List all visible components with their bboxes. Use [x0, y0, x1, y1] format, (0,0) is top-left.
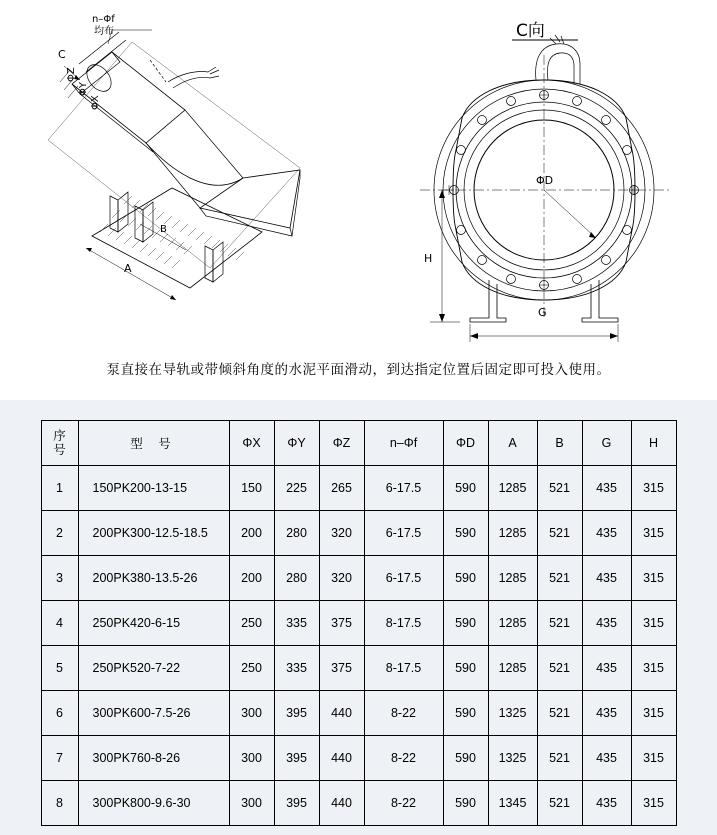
- left-isometric-view: [48, 30, 300, 300]
- label-dim-a: A: [124, 262, 132, 275]
- cell-phi-x: 300: [229, 781, 274, 826]
- table-row: [41, 691, 676, 736]
- cell-phi-x: 150: [229, 466, 274, 511]
- cell-index: 6: [41, 691, 78, 736]
- table-row: [41, 466, 676, 511]
- right-front-view: [420, 35, 672, 342]
- label-dim-h: H: [424, 252, 433, 265]
- cell-h: 315: [631, 646, 676, 691]
- cell-phi-d: 590: [443, 736, 488, 781]
- label-dim-g: G: [538, 306, 547, 319]
- label-phi-d: ΦD: [536, 174, 554, 187]
- cell-phi-z: 440: [319, 736, 364, 781]
- cell-g: 435: [582, 511, 631, 556]
- header-index-line1: 序: [53, 429, 66, 443]
- cell-g: 435: [582, 736, 631, 781]
- table-row: [41, 736, 676, 781]
- cell-model: 250PK420-6-15: [78, 601, 229, 646]
- cell-phi-y: 225: [274, 466, 319, 511]
- table-row: [41, 556, 676, 601]
- cell-model: 300PK800-9.6-30: [78, 781, 229, 826]
- cell-h: 315: [631, 556, 676, 601]
- cell-b: 521: [537, 556, 582, 601]
- cell-index: 8: [41, 781, 78, 826]
- header-phi-z: ΦZ: [319, 421, 364, 466]
- cell-model: 200PK380-13.5-26: [78, 556, 229, 601]
- drawing-svg: [0, 0, 717, 350]
- cell-h: 315: [631, 736, 676, 781]
- cell-b: 521: [537, 736, 582, 781]
- motor-body: [72, 52, 243, 208]
- skid-base: [92, 188, 262, 288]
- cell-n-phi-f: 8-17.5: [364, 646, 443, 691]
- cell-b: 521: [537, 691, 582, 736]
- cell-model: 300PK760-8-26: [78, 736, 229, 781]
- cell-h: 315: [631, 511, 676, 556]
- cell-phi-y: 395: [274, 736, 319, 781]
- header-phi-y: ΦY: [274, 421, 319, 466]
- cell-index: 1: [41, 466, 78, 511]
- table-row: [41, 646, 676, 691]
- cell-n-phi-f: 8-22: [364, 691, 443, 736]
- caption-text: 泵直接在导轨或带倾斜角度的水泥平面滑动，到达指定位置后固定即可投入使用。: [106, 362, 611, 378]
- header-a: A: [488, 421, 537, 466]
- cell-n-phi-f: 6-17.5: [364, 511, 443, 556]
- label-phi-x: ΦX: [90, 95, 101, 110]
- cell-phi-y: 280: [274, 556, 319, 601]
- cell-index: 2: [41, 511, 78, 556]
- header-h: H: [631, 421, 676, 466]
- spec-table-panel: [0, 400, 717, 835]
- cell-phi-d: 590: [443, 601, 488, 646]
- cell-b: 521: [537, 466, 582, 511]
- header-g: G: [582, 421, 631, 466]
- cell-b: 521: [537, 601, 582, 646]
- label-even-dist: 均布: [94, 26, 114, 37]
- label-view-c: C向: [516, 21, 545, 41]
- cell-n-phi-f: 8-17.5: [364, 601, 443, 646]
- label-n-phi-f: n–Φf: [92, 14, 115, 25]
- cell-g: 435: [582, 781, 631, 826]
- cell-phi-x: 250: [229, 646, 274, 691]
- cell-n-phi-f: 8-22: [364, 736, 443, 781]
- cell-phi-z: 265: [319, 466, 364, 511]
- label-phi-z: ΦZ: [66, 67, 77, 82]
- cell-model: 200PK300-12.5-18.5: [78, 511, 229, 556]
- spec-table-body: [41, 466, 676, 826]
- cell-g: 435: [582, 601, 631, 646]
- cell-phi-d: 590: [443, 781, 488, 826]
- cell-phi-y: 395: [274, 781, 319, 826]
- cell-phi-d: 590: [443, 556, 488, 601]
- header-n-phi-f: n–Φf: [364, 421, 443, 466]
- table-row: [41, 601, 676, 646]
- cell-b: 521: [537, 781, 582, 826]
- cell-b: 521: [537, 511, 582, 556]
- cell-phi-d: 590: [443, 466, 488, 511]
- header-model: 型 号: [78, 421, 229, 466]
- cell-phi-y: 395: [274, 691, 319, 736]
- cell-n-phi-f: 6-17.5: [364, 466, 443, 511]
- cell-phi-z: 440: [319, 781, 364, 826]
- header-phi-d: ΦD: [443, 421, 488, 466]
- cell-phi-x: 250: [229, 601, 274, 646]
- cell-phi-z: 440: [319, 691, 364, 736]
- cell-phi-y: 335: [274, 601, 319, 646]
- cell-index: 5: [41, 646, 78, 691]
- technical-drawings: [0, 0, 717, 350]
- cell-a: 1285: [488, 466, 537, 511]
- cell-index: 7: [41, 736, 78, 781]
- cell-phi-z: 375: [319, 601, 364, 646]
- cell-phi-z: 320: [319, 511, 364, 556]
- cell-a: 1325: [488, 736, 537, 781]
- cable: [150, 60, 219, 88]
- cell-g: 435: [582, 646, 631, 691]
- header-b: B: [537, 421, 582, 466]
- table-row: [41, 511, 676, 556]
- cell-a: 1285: [488, 556, 537, 601]
- cell-phi-x: 300: [229, 736, 274, 781]
- cell-phi-y: 335: [274, 646, 319, 691]
- cell-phi-d: 590: [443, 511, 488, 556]
- cell-phi-x: 200: [229, 511, 274, 556]
- cell-h: 315: [631, 691, 676, 736]
- cell-phi-y: 280: [274, 511, 319, 556]
- cell-phi-z: 375: [319, 646, 364, 691]
- header-phi-x: ΦX: [229, 421, 274, 466]
- cell-h: 315: [631, 781, 676, 826]
- table-row: [41, 781, 676, 826]
- label-c-arrow: C: [58, 48, 66, 61]
- label-phi-y: ΦY: [78, 82, 89, 96]
- cell-phi-x: 200: [229, 556, 274, 601]
- table-header-row: [41, 421, 676, 466]
- cell-model: 250PK520-7-22: [78, 646, 229, 691]
- label-dim-b: B: [160, 224, 167, 235]
- cell-phi-d: 590: [443, 691, 488, 736]
- cell-phi-z: 320: [319, 556, 364, 601]
- cell-phi-x: 300: [229, 691, 274, 736]
- cell-a: 1285: [488, 601, 537, 646]
- header-index: [41, 421, 78, 466]
- cell-b: 521: [537, 646, 582, 691]
- cell-phi-d: 590: [443, 646, 488, 691]
- cell-model: 150PK200-13-15: [78, 466, 229, 511]
- cell-model: 300PK600-7.5-26: [78, 691, 229, 736]
- cell-index: 3: [41, 556, 78, 601]
- cell-g: 435: [582, 691, 631, 736]
- cell-a: 1285: [488, 646, 537, 691]
- cell-n-phi-f: 8-22: [364, 781, 443, 826]
- cell-a: 1345: [488, 781, 537, 826]
- cell-h: 315: [631, 466, 676, 511]
- cell-g: 435: [582, 556, 631, 601]
- spec-table: [41, 420, 677, 826]
- cell-index: 4: [41, 601, 78, 646]
- leader-n-phi-f: [108, 30, 152, 44]
- cell-n-phi-f: 6-17.5: [364, 556, 443, 601]
- cell-a: 1285: [488, 511, 537, 556]
- phi-d-leader: [544, 190, 596, 238]
- cell-a: 1325: [488, 691, 537, 736]
- dimension-g: [470, 324, 618, 342]
- cell-g: 435: [582, 466, 631, 511]
- header-index-line2: 号: [53, 443, 66, 457]
- cell-h: 315: [631, 601, 676, 646]
- top-cable: [536, 35, 580, 84]
